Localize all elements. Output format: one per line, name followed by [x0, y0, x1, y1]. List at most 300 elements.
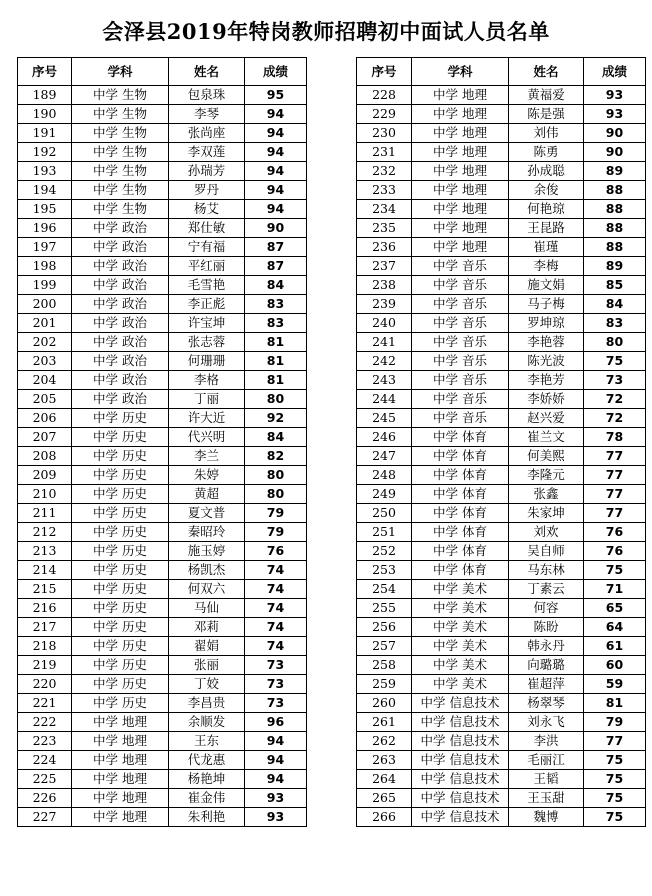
serial-number-cell: 211 [18, 504, 72, 523]
table-row [18, 618, 307, 637]
table-row [18, 143, 307, 162]
score-cell: 93 [245, 808, 307, 827]
subject-cell: 中学 音乐 [412, 276, 509, 295]
subject-cell: 中学 历史 [72, 409, 169, 428]
subject-cell: 中学 信息技术 [412, 770, 509, 789]
table-row [18, 181, 307, 200]
score-cell: 73 [245, 694, 307, 713]
table-row [18, 542, 307, 561]
score-cell: 87 [245, 257, 307, 276]
table-row [18, 713, 307, 732]
table-row [357, 713, 646, 732]
serial-number-cell: 193 [18, 162, 72, 181]
table-row [18, 656, 307, 675]
serial-number-cell: 223 [18, 732, 72, 751]
name-cell: 张鑫 [509, 485, 584, 504]
name-cell: 夏文普 [169, 504, 245, 523]
table-row [18, 105, 307, 124]
name-cell: 丁姣 [169, 675, 245, 694]
serial-number-cell: 201 [18, 314, 72, 333]
name-cell: 宁有福 [169, 238, 245, 257]
name-cell: 魏博 [509, 808, 584, 827]
table-body [18, 86, 307, 827]
subject-cell: 中学 体育 [412, 542, 509, 561]
table-row [357, 637, 646, 656]
serial-number-cell: 203 [18, 352, 72, 371]
score-cell: 75 [584, 770, 646, 789]
score-cell: 82 [245, 447, 307, 466]
table-row [18, 257, 307, 276]
serial-number-cell: 263 [357, 751, 412, 770]
subject-cell: 中学 政治 [72, 390, 169, 409]
table-row [18, 732, 307, 751]
subject-cell: 中学 信息技术 [412, 751, 509, 770]
serial-number-cell: 224 [18, 751, 72, 770]
subject-cell: 中学 信息技术 [412, 732, 509, 751]
table-row [18, 808, 307, 827]
name-cell: 李双莲 [169, 143, 245, 162]
header-score: 成绩 [245, 58, 307, 86]
subject-cell: 中学 政治 [72, 238, 169, 257]
name-cell: 刘永飞 [509, 713, 584, 732]
serial-number-cell: 229 [357, 105, 412, 124]
table-row [18, 390, 307, 409]
table-row [357, 86, 646, 105]
score-cell: 74 [245, 618, 307, 637]
score-cell: 84 [584, 295, 646, 314]
serial-number-cell: 235 [357, 219, 412, 238]
table-row [357, 276, 646, 295]
name-cell: 崔兰文 [509, 428, 584, 447]
name-cell: 代龙惠 [169, 751, 245, 770]
score-cell: 75 [584, 352, 646, 371]
table-row [357, 371, 646, 390]
table-row [18, 314, 307, 333]
subject-cell: 中学 生物 [72, 181, 169, 200]
table-row [18, 238, 307, 257]
header-row [18, 58, 307, 86]
score-cell: 73 [584, 371, 646, 390]
header-serial-number: 序号 [18, 58, 72, 86]
serial-number-cell: 255 [357, 599, 412, 618]
subject-cell: 中学 历史 [72, 580, 169, 599]
subject-cell: 中学 体育 [412, 504, 509, 523]
subject-cell: 中学 信息技术 [412, 789, 509, 808]
name-cell: 李琴 [169, 105, 245, 124]
serial-number-cell: 252 [357, 542, 412, 561]
score-cell: 88 [584, 219, 646, 238]
header-name: 姓名 [509, 58, 584, 86]
table-row [18, 86, 307, 105]
table-row [18, 675, 307, 694]
score-cell: 90 [584, 124, 646, 143]
subject-cell: 中学 地理 [72, 713, 169, 732]
table-row [18, 694, 307, 713]
table-row [18, 447, 307, 466]
table-row [357, 656, 646, 675]
table-row [357, 599, 646, 618]
name-cell: 马东林 [509, 561, 584, 580]
name-cell: 马子梅 [509, 295, 584, 314]
serial-number-cell: 240 [357, 314, 412, 333]
score-cell: 83 [245, 314, 307, 333]
score-cell: 90 [584, 143, 646, 162]
score-cell: 94 [245, 124, 307, 143]
score-cell: 71 [584, 580, 646, 599]
name-cell: 崔金伟 [169, 789, 245, 808]
serial-number-cell: 192 [18, 143, 72, 162]
name-cell: 吴自师 [509, 542, 584, 561]
table-row [357, 162, 646, 181]
subject-cell: 中学 音乐 [412, 295, 509, 314]
name-cell: 施文娟 [509, 276, 584, 295]
name-cell: 李艳芳 [509, 371, 584, 390]
score-cell: 80 [245, 485, 307, 504]
header-subject: 学科 [72, 58, 169, 86]
subject-cell: 中学 体育 [412, 466, 509, 485]
subject-cell: 中学 地理 [412, 105, 509, 124]
score-cell: 77 [584, 732, 646, 751]
serial-number-cell: 232 [357, 162, 412, 181]
serial-number-cell: 246 [357, 428, 412, 447]
score-cell: 88 [584, 238, 646, 257]
serial-number-cell: 260 [357, 694, 412, 713]
serial-number-cell: 234 [357, 200, 412, 219]
subject-cell: 中学 政治 [72, 295, 169, 314]
score-cell: 85 [584, 276, 646, 295]
subject-cell: 中学 政治 [72, 257, 169, 276]
serial-number-cell: 205 [18, 390, 72, 409]
subject-cell: 中学 生物 [72, 86, 169, 105]
name-cell: 许宝坤 [169, 314, 245, 333]
name-cell: 李正彪 [169, 295, 245, 314]
name-cell: 陈勇 [509, 143, 584, 162]
name-cell: 罗坤琼 [509, 314, 584, 333]
serial-number-cell: 236 [357, 238, 412, 257]
table-row [357, 352, 646, 371]
table-row [18, 580, 307, 599]
name-cell: 李洪 [509, 732, 584, 751]
serial-number-cell: 225 [18, 770, 72, 789]
table-row [18, 409, 307, 428]
serial-number-cell: 222 [18, 713, 72, 732]
serial-number-cell: 220 [18, 675, 72, 694]
score-cell: 81 [245, 371, 307, 390]
serial-number-cell: 198 [18, 257, 72, 276]
table-row [357, 580, 646, 599]
table-row [357, 409, 646, 428]
table-row [357, 694, 646, 713]
name-cell: 罗丹 [169, 181, 245, 200]
subject-cell: 中学 地理 [412, 181, 509, 200]
table-row [18, 428, 307, 447]
serial-number-cell: 226 [18, 789, 72, 808]
name-cell: 李昌贵 [169, 694, 245, 713]
header-name: 姓名 [169, 58, 245, 86]
subject-cell: 中学 美术 [412, 599, 509, 618]
serial-number-cell: 200 [18, 295, 72, 314]
subject-cell: 中学 政治 [72, 333, 169, 352]
score-cell: 77 [584, 485, 646, 504]
subject-cell: 中学 体育 [412, 447, 509, 466]
table-row [18, 276, 307, 295]
name-cell: 杨凯杰 [169, 561, 245, 580]
name-cell: 何美熙 [509, 447, 584, 466]
name-cell: 朱婷 [169, 466, 245, 485]
score-cell: 90 [245, 219, 307, 238]
serial-number-cell: 244 [357, 390, 412, 409]
serial-number-cell: 207 [18, 428, 72, 447]
name-cell: 赵兴爱 [509, 409, 584, 428]
serial-number-cell: 239 [357, 295, 412, 314]
score-cell: 76 [245, 542, 307, 561]
name-cell: 王韬 [509, 770, 584, 789]
name-cell: 陈光波 [509, 352, 584, 371]
subject-cell: 中学 生物 [72, 143, 169, 162]
score-cell: 94 [245, 770, 307, 789]
serial-number-cell: 196 [18, 219, 72, 238]
name-cell: 李隆元 [509, 466, 584, 485]
subject-cell: 中学 历史 [72, 561, 169, 580]
score-cell: 75 [584, 561, 646, 580]
score-cell: 94 [245, 105, 307, 124]
score-cell: 94 [245, 143, 307, 162]
subject-cell: 中学 地理 [72, 770, 169, 789]
score-cell: 94 [245, 732, 307, 751]
subject-cell: 中学 地理 [412, 162, 509, 181]
table-row [18, 371, 307, 390]
score-cell: 77 [584, 447, 646, 466]
table-header [18, 58, 307, 86]
table-row [18, 352, 307, 371]
subject-cell: 中学 政治 [72, 314, 169, 333]
subject-cell: 中学 历史 [72, 599, 169, 618]
score-cell: 81 [245, 352, 307, 371]
score-cell: 74 [245, 561, 307, 580]
subject-cell: 中学 地理 [412, 86, 509, 105]
table-row [357, 143, 646, 162]
subject-cell: 中学 历史 [72, 485, 169, 504]
name-cell: 李娇娇 [509, 390, 584, 409]
score-cell: 74 [245, 637, 307, 656]
subject-cell: 中学 音乐 [412, 314, 509, 333]
score-cell: 93 [584, 86, 646, 105]
table-row [357, 466, 646, 485]
table-row [357, 523, 646, 542]
table-row [357, 219, 646, 238]
serial-number-cell: 214 [18, 561, 72, 580]
serial-number-cell: 247 [357, 447, 412, 466]
serial-number-cell: 261 [357, 713, 412, 732]
subject-cell: 中学 音乐 [412, 390, 509, 409]
serial-number-cell: 231 [357, 143, 412, 162]
table-row [18, 162, 307, 181]
serial-number-cell: 253 [357, 561, 412, 580]
subject-cell: 中学 地理 [412, 124, 509, 143]
subject-cell: 中学 体育 [412, 523, 509, 542]
score-cell: 79 [245, 523, 307, 542]
serial-number-cell: 209 [18, 466, 72, 485]
subject-cell: 中学 历史 [72, 542, 169, 561]
subject-cell: 中学 美术 [412, 618, 509, 637]
serial-number-cell: 256 [357, 618, 412, 637]
score-cell: 79 [584, 713, 646, 732]
score-cell: 76 [584, 542, 646, 561]
serial-number-cell: 254 [357, 580, 412, 599]
table-row [357, 770, 646, 789]
score-cell: 93 [245, 789, 307, 808]
table-header [357, 58, 646, 86]
table-row [357, 561, 646, 580]
subject-cell: 中学 历史 [72, 675, 169, 694]
name-cell: 黄超 [169, 485, 245, 504]
subject-cell: 中学 美术 [412, 580, 509, 599]
table-row [357, 808, 646, 827]
score-cell: 94 [245, 200, 307, 219]
serial-number-cell: 257 [357, 637, 412, 656]
subject-cell: 中学 历史 [72, 618, 169, 637]
score-cell: 65 [584, 599, 646, 618]
name-cell: 施玉婷 [169, 542, 245, 561]
table-row [18, 333, 307, 352]
table-row [357, 314, 646, 333]
table-row [18, 504, 307, 523]
name-cell: 刘伟 [509, 124, 584, 143]
table-row [18, 295, 307, 314]
score-cell: 94 [245, 181, 307, 200]
name-cell: 余俊 [509, 181, 584, 200]
serial-number-cell: 245 [357, 409, 412, 428]
subject-cell: 中学 生物 [72, 105, 169, 124]
table-row [18, 485, 307, 504]
serial-number-cell: 197 [18, 238, 72, 257]
roster-table-left [17, 57, 307, 827]
score-cell: 95 [245, 86, 307, 105]
score-cell: 83 [584, 314, 646, 333]
serial-number-cell: 238 [357, 276, 412, 295]
serial-number-cell: 248 [357, 466, 412, 485]
score-cell: 84 [245, 276, 307, 295]
score-cell: 93 [584, 105, 646, 124]
table-row [18, 523, 307, 542]
subject-cell: 中学 音乐 [412, 257, 509, 276]
name-cell: 李兰 [169, 447, 245, 466]
subject-cell: 中学 地理 [72, 789, 169, 808]
serial-number-cell: 210 [18, 485, 72, 504]
serial-number-cell: 221 [18, 694, 72, 713]
table-row [357, 390, 646, 409]
serial-number-cell: 241 [357, 333, 412, 352]
name-cell: 张尚座 [169, 124, 245, 143]
score-cell: 80 [245, 390, 307, 409]
score-cell: 75 [584, 789, 646, 808]
serial-number-cell: 250 [357, 504, 412, 523]
score-cell: 77 [584, 504, 646, 523]
serial-number-cell: 219 [18, 656, 72, 675]
serial-number-cell: 213 [18, 542, 72, 561]
score-cell: 75 [584, 808, 646, 827]
name-cell: 朱家坤 [509, 504, 584, 523]
serial-number-cell: 265 [357, 789, 412, 808]
score-cell: 74 [245, 580, 307, 599]
name-cell: 李梅 [509, 257, 584, 276]
serial-number-cell: 217 [18, 618, 72, 637]
name-cell: 李艳蓉 [509, 333, 584, 352]
subject-cell: 中学 美术 [412, 637, 509, 656]
subject-cell: 中学 历史 [72, 637, 169, 656]
table-row [357, 105, 646, 124]
name-cell: 包泉珠 [169, 86, 245, 105]
subject-cell: 中学 地理 [412, 200, 509, 219]
serial-number-cell: 215 [18, 580, 72, 599]
serial-number-cell: 216 [18, 599, 72, 618]
name-cell: 毛丽江 [509, 751, 584, 770]
score-cell: 88 [584, 200, 646, 219]
serial-number-cell: 243 [357, 371, 412, 390]
table-row [357, 732, 646, 751]
subject-cell: 中学 体育 [412, 485, 509, 504]
subject-cell: 中学 音乐 [412, 352, 509, 371]
serial-number-cell: 266 [357, 808, 412, 827]
name-cell: 崔超萍 [509, 675, 584, 694]
serial-number-cell: 233 [357, 181, 412, 200]
page-title: 会泽县2019年特岗教师招聘初中面试人员名单 [102, 19, 550, 44]
serial-number-cell: 262 [357, 732, 412, 751]
serial-number-cell: 218 [18, 637, 72, 656]
name-cell: 郑仕敏 [169, 219, 245, 238]
subject-cell: 中学 历史 [72, 523, 169, 542]
score-cell: 81 [584, 694, 646, 713]
subject-cell: 中学 历史 [72, 447, 169, 466]
table-body [357, 86, 646, 827]
name-cell: 崔瑾 [509, 238, 584, 257]
serial-number-cell: 195 [18, 200, 72, 219]
name-cell: 向璐璐 [509, 656, 584, 675]
table-row [357, 675, 646, 694]
score-cell: 96 [245, 713, 307, 732]
score-cell: 94 [245, 162, 307, 181]
name-cell: 丁素云 [509, 580, 584, 599]
subject-cell: 中学 美术 [412, 675, 509, 694]
score-cell: 61 [584, 637, 646, 656]
name-cell: 王东 [169, 732, 245, 751]
score-cell: 94 [245, 751, 307, 770]
table-row [18, 637, 307, 656]
subject-cell: 中学 生物 [72, 162, 169, 181]
table-row [18, 751, 307, 770]
table-row [357, 428, 646, 447]
score-cell: 88 [584, 181, 646, 200]
header-serial-number: 序号 [357, 58, 412, 86]
subject-cell: 中学 历史 [72, 656, 169, 675]
serial-number-cell: 227 [18, 808, 72, 827]
name-cell: 王昆路 [509, 219, 584, 238]
table-row [357, 181, 646, 200]
score-cell: 76 [584, 523, 646, 542]
serial-number-cell: 208 [18, 447, 72, 466]
serial-number-cell: 258 [357, 656, 412, 675]
table-row [357, 333, 646, 352]
name-cell: 何容 [509, 599, 584, 618]
name-cell: 丁丽 [169, 390, 245, 409]
name-cell: 张志蓉 [169, 333, 245, 352]
score-cell: 83 [245, 295, 307, 314]
header-row [357, 58, 646, 86]
table-row [357, 447, 646, 466]
table-row [18, 466, 307, 485]
table-row [357, 789, 646, 808]
score-cell: 73 [245, 675, 307, 694]
